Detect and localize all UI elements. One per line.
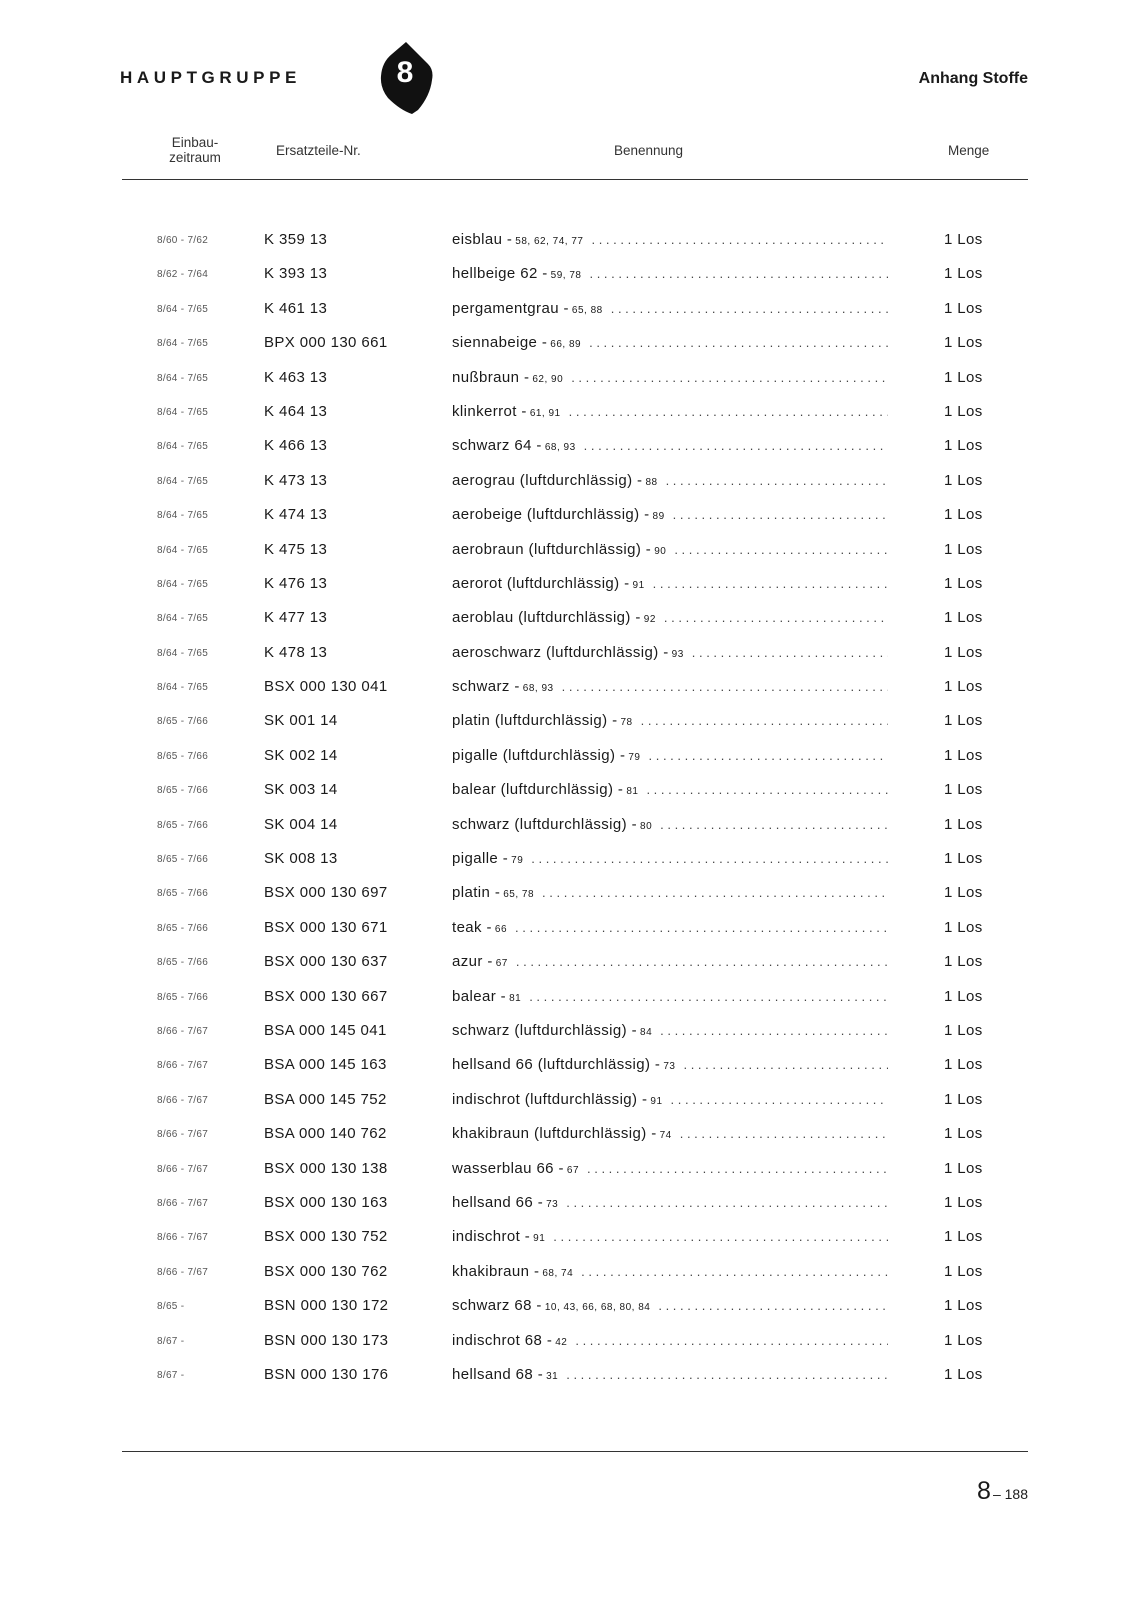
part-description bbox=[452, 369, 888, 386]
part-number: K 475 13 bbox=[264, 540, 328, 558]
quantity: 1 Los bbox=[944, 1090, 983, 1108]
part-number: SK 004 14 bbox=[264, 815, 338, 833]
leader-dots bbox=[515, 920, 888, 935]
installation-period: 8/66 - 7/67 bbox=[157, 1025, 209, 1037]
installation-period: 8/65 - 7/66 bbox=[157, 854, 209, 866]
quantity: 1 Los bbox=[944, 1125, 983, 1143]
table-row bbox=[0, 1191, 1136, 1225]
installation-period: 8/67 - bbox=[157, 1369, 185, 1381]
part-name: eisblau - bbox=[452, 231, 513, 248]
leader-dots bbox=[646, 782, 888, 797]
leader-dots bbox=[660, 817, 888, 832]
part-description bbox=[452, 919, 888, 936]
leader-dots bbox=[571, 370, 888, 385]
part-name: indischrot - bbox=[452, 1228, 531, 1246]
table-row bbox=[0, 1088, 1136, 1122]
table-row bbox=[0, 1157, 1136, 1191]
part-description bbox=[452, 472, 888, 489]
part-number: BSN 000 130 176 bbox=[264, 1365, 389, 1383]
quantity: 1 Los bbox=[944, 471, 983, 489]
part-number: K 478 13 bbox=[264, 643, 328, 661]
table-row bbox=[0, 538, 1136, 572]
part-description bbox=[452, 644, 888, 661]
part-description bbox=[452, 541, 888, 558]
part-number: SK 002 14 bbox=[264, 746, 338, 764]
leader-dots bbox=[587, 1161, 888, 1176]
table-row bbox=[0, 400, 1136, 434]
installation-period: 8/64 - 7/65 bbox=[157, 303, 209, 315]
quantity: 1 Los bbox=[944, 1297, 983, 1315]
table-row bbox=[0, 641, 1136, 675]
part-name: klinkerrot - bbox=[452, 402, 527, 420]
column-header-einbau-line2: zeitraum bbox=[169, 150, 221, 165]
model-references: 73 bbox=[663, 1061, 676, 1073]
part-name: schwarz (luftdurchlässig) - bbox=[452, 1021, 638, 1039]
quantity: 1 Los bbox=[944, 850, 983, 868]
model-references: 31 bbox=[546, 1370, 559, 1382]
model-references: 81 bbox=[509, 992, 522, 1004]
table-row bbox=[0, 1294, 1136, 1328]
part-name: pigalle (luftdurchlässig) - bbox=[452, 746, 626, 764]
model-references: 73 bbox=[546, 1198, 559, 1210]
model-references: 80 bbox=[640, 820, 653, 832]
leader-dots bbox=[542, 885, 888, 900]
leader-dots bbox=[566, 1367, 888, 1382]
part-number: BSN 000 130 173 bbox=[264, 1331, 389, 1349]
leader-dots bbox=[680, 1126, 888, 1141]
quantity: 1 Los bbox=[944, 1365, 983, 1383]
model-references: 59, 78 bbox=[550, 270, 582, 282]
quantity: 1 Los bbox=[944, 1262, 983, 1280]
part-description bbox=[452, 265, 888, 282]
part-number: BSA 000 145 041 bbox=[264, 1021, 387, 1039]
part-description bbox=[452, 781, 888, 798]
part-description bbox=[452, 678, 888, 695]
installation-period: 8/65 - 7/66 bbox=[157, 785, 209, 797]
part-description bbox=[452, 884, 888, 901]
leader-dots bbox=[516, 954, 888, 969]
header-divider bbox=[122, 179, 1028, 180]
leader-dots bbox=[591, 232, 888, 247]
part-description bbox=[452, 609, 888, 626]
table-row bbox=[0, 813, 1136, 847]
part-name: pigalle - bbox=[452, 850, 509, 868]
part-description bbox=[452, 437, 888, 454]
table-row bbox=[0, 1260, 1136, 1294]
installation-period: 8/66 - 7/67 bbox=[157, 1232, 209, 1244]
leader-dots bbox=[589, 266, 888, 281]
part-name: aerograu (luftdurchlässig) - bbox=[452, 471, 643, 489]
part-description bbox=[452, 300, 888, 317]
installation-period: 8/64 - 7/65 bbox=[157, 682, 209, 694]
part-name: schwarz - bbox=[452, 678, 520, 696]
leader-dots bbox=[531, 851, 888, 866]
part-description bbox=[452, 1125, 888, 1142]
leader-dots bbox=[658, 1298, 888, 1313]
table-row bbox=[0, 606, 1136, 640]
part-number: BSX 000 130 163 bbox=[264, 1193, 388, 1211]
part-name: schwarz 64 - bbox=[452, 437, 542, 455]
leader-dots bbox=[649, 748, 889, 763]
quantity: 1 Los bbox=[944, 781, 983, 799]
installation-period: 8/66 - 7/67 bbox=[157, 1163, 209, 1175]
model-references: 91 bbox=[632, 579, 645, 591]
part-description bbox=[452, 1194, 888, 1211]
part-number: K 473 13 bbox=[264, 471, 328, 489]
column-header-einbauzeitraum bbox=[150, 135, 240, 165]
model-references: 67 bbox=[566, 1164, 580, 1176]
part-description bbox=[452, 712, 888, 729]
leader-dots bbox=[581, 1264, 888, 1279]
installation-period: 8/64 - 7/65 bbox=[157, 544, 209, 556]
quantity: 1 Los bbox=[944, 1056, 983, 1074]
installation-period: 8/66 - 7/67 bbox=[157, 1266, 209, 1278]
leader-dots bbox=[562, 679, 888, 694]
installation-period: 8/60 - 7/62 bbox=[157, 235, 209, 246]
model-references: 68, 93 bbox=[522, 683, 554, 695]
model-references: 62, 90 bbox=[532, 373, 564, 385]
part-name: khakibraun (luftdurchlässig) - bbox=[452, 1125, 657, 1143]
part-description bbox=[452, 816, 888, 833]
part-description bbox=[452, 403, 888, 420]
table-row bbox=[0, 503, 1136, 537]
part-name: pergamentgrau - bbox=[452, 299, 569, 317]
table-row bbox=[0, 1225, 1136, 1259]
part-number: K 474 13 bbox=[264, 506, 328, 524]
leader-dots bbox=[666, 473, 888, 488]
leader-dots bbox=[653, 576, 888, 591]
leader-dots bbox=[692, 645, 888, 660]
quantity: 1 Los bbox=[944, 1193, 983, 1211]
model-references: 65, 88 bbox=[571, 304, 603, 316]
part-name: azur - bbox=[452, 953, 493, 971]
model-references: 67 bbox=[495, 958, 508, 970]
table-row bbox=[0, 366, 1136, 400]
part-number: K 461 13 bbox=[264, 299, 328, 317]
installation-period: 8/65 - 7/66 bbox=[157, 750, 209, 762]
part-name: platin (luftdurchlässig) - bbox=[452, 712, 618, 730]
quantity: 1 Los bbox=[944, 1331, 983, 1349]
model-references: 58, 62, 74, 77 bbox=[515, 236, 584, 247]
model-references: 68, 93 bbox=[544, 442, 576, 454]
column-header-einbau-line1: Einbau- bbox=[171, 135, 219, 150]
model-references: 93 bbox=[671, 648, 684, 660]
quantity: 1 Los bbox=[944, 609, 983, 627]
page-number bbox=[977, 1477, 1028, 1506]
column-header-ersatzteile-nr: Ersatzteile-Nr. bbox=[276, 143, 361, 158]
footer-divider bbox=[122, 1451, 1028, 1452]
installation-period: 8/64 - 7/65 bbox=[157, 510, 209, 522]
part-number: K 463 13 bbox=[264, 368, 328, 386]
part-description bbox=[452, 575, 888, 592]
part-number: BSX 000 130 752 bbox=[264, 1228, 388, 1246]
table-row bbox=[0, 228, 1136, 262]
part-name: schwarz 68 - bbox=[452, 1297, 542, 1315]
table-row bbox=[0, 1122, 1136, 1156]
installation-period: 8/65 - bbox=[157, 1301, 185, 1313]
column-header-menge: Menge bbox=[948, 143, 990, 158]
leader-dots bbox=[664, 610, 888, 625]
installation-period: 8/65 - 7/66 bbox=[157, 819, 209, 831]
quantity: 1 Los bbox=[944, 1159, 983, 1177]
part-description bbox=[452, 1056, 888, 1073]
part-description bbox=[452, 988, 888, 1005]
part-description bbox=[452, 334, 888, 351]
table-row bbox=[0, 331, 1136, 365]
table-row bbox=[0, 778, 1136, 812]
model-references: 10, 43, 66, 68, 80, 84 bbox=[544, 1302, 651, 1314]
model-references: 61, 91 bbox=[529, 407, 561, 419]
part-name: balear (luftdurchlässig) - bbox=[452, 781, 624, 799]
table-row bbox=[0, 297, 1136, 331]
installation-period: 8/67 - bbox=[157, 1335, 185, 1347]
part-number: K 359 13 bbox=[264, 231, 328, 248]
installation-period: 8/65 - 7/66 bbox=[157, 716, 209, 728]
table-row bbox=[0, 950, 1136, 984]
leader-dots bbox=[575, 1333, 888, 1348]
installation-period: 8/66 - 7/67 bbox=[157, 1094, 209, 1106]
model-references: 42 bbox=[555, 1336, 568, 1348]
part-name: wasserblau 66 - bbox=[452, 1159, 564, 1177]
quantity: 1 Los bbox=[944, 678, 983, 696]
model-references: 74 bbox=[659, 1130, 672, 1142]
leader-dots bbox=[611, 301, 888, 316]
leader-dots bbox=[553, 1229, 888, 1244]
installation-period: 8/64 - 7/65 bbox=[157, 578, 209, 590]
installation-period: 8/62 - 7/64 bbox=[157, 269, 209, 281]
part-description bbox=[452, 1022, 888, 1039]
table-row bbox=[0, 744, 1136, 778]
model-references: 66 bbox=[494, 923, 508, 935]
part-number: BSX 000 130 671 bbox=[264, 918, 388, 936]
part-description bbox=[452, 506, 888, 523]
leader-dots bbox=[683, 1057, 888, 1072]
table-row bbox=[0, 469, 1136, 503]
installation-period: 8/65 - 7/66 bbox=[157, 991, 209, 1003]
leader-dots bbox=[660, 1023, 888, 1038]
part-description bbox=[452, 953, 888, 970]
part-number: K 466 13 bbox=[264, 437, 328, 455]
group-number-badge bbox=[378, 40, 438, 116]
installation-period: 8/64 - 7/65 bbox=[157, 338, 209, 350]
quantity: 1 Los bbox=[944, 265, 983, 283]
parts-table bbox=[0, 228, 1136, 1397]
part-name: hellsand 68 - bbox=[452, 1365, 544, 1383]
installation-period: 8/64 - 7/65 bbox=[157, 613, 209, 625]
leader-dots bbox=[529, 989, 888, 1004]
table-row bbox=[0, 847, 1136, 881]
quantity: 1 Los bbox=[944, 953, 983, 971]
model-references: 92 bbox=[643, 614, 656, 626]
part-number: K 477 13 bbox=[264, 609, 328, 627]
quantity: 1 Los bbox=[944, 918, 983, 936]
part-name: aeroblau (luftdurchlässig) - bbox=[452, 609, 641, 627]
part-number: BSX 000 130 138 bbox=[264, 1159, 388, 1177]
part-number: BSA 000 145 163 bbox=[264, 1056, 387, 1074]
leader-dots bbox=[566, 1195, 888, 1210]
main-group-title: HAUPTGRUPPE bbox=[120, 68, 301, 87]
part-number: BSA 000 145 752 bbox=[264, 1090, 387, 1108]
part-number: BSA 000 140 762 bbox=[264, 1125, 387, 1143]
model-references: 89 bbox=[652, 511, 665, 523]
table-row bbox=[0, 1053, 1136, 1087]
part-name: hellbeige 62 - bbox=[452, 265, 548, 283]
quantity: 1 Los bbox=[944, 299, 983, 317]
installation-period: 8/64 - 7/65 bbox=[157, 406, 209, 418]
part-name: aerobeige (luftdurchlässig) - bbox=[452, 506, 650, 524]
quantity: 1 Los bbox=[944, 540, 983, 558]
leader-dots bbox=[671, 1092, 888, 1107]
quantity: 1 Los bbox=[944, 574, 983, 592]
group-number: 8 bbox=[396, 56, 414, 89]
part-number: BSN 000 130 172 bbox=[264, 1297, 389, 1315]
quantity: 1 Los bbox=[944, 987, 983, 1005]
table-row bbox=[0, 262, 1136, 296]
part-number: BSX 000 130 667 bbox=[264, 987, 388, 1005]
model-references: 91 bbox=[533, 1233, 546, 1245]
installation-period: 8/65 - 7/66 bbox=[157, 922, 209, 934]
table-row bbox=[0, 434, 1136, 468]
part-number: SK 008 13 bbox=[264, 850, 338, 868]
installation-period: 8/64 - 7/65 bbox=[157, 441, 209, 453]
model-references: 65, 78 bbox=[503, 889, 535, 901]
part-number: K 476 13 bbox=[264, 574, 328, 592]
quantity: 1 Los bbox=[944, 643, 983, 661]
model-references: 66, 89 bbox=[550, 339, 582, 351]
quantity: 1 Los bbox=[944, 402, 983, 420]
quantity: 1 Los bbox=[944, 1021, 983, 1039]
part-number: BPX 000 130 661 bbox=[264, 334, 388, 352]
table-row bbox=[0, 675, 1136, 709]
page-number-main: 8 bbox=[977, 1477, 991, 1505]
part-name: schwarz (luftdurchlässig) - bbox=[452, 815, 638, 833]
part-name: nußbraun - bbox=[452, 368, 530, 386]
part-number: SK 003 14 bbox=[264, 781, 338, 799]
quantity: 1 Los bbox=[944, 712, 983, 730]
part-number: SK 001 14 bbox=[264, 712, 338, 730]
part-name: aerorot (luftdurchlässig) - bbox=[452, 574, 630, 592]
part-description bbox=[452, 1228, 888, 1245]
part-name: khakibraun - bbox=[452, 1262, 540, 1280]
table-row bbox=[0, 881, 1136, 915]
table-row bbox=[0, 1363, 1136, 1397]
model-references: 78 bbox=[620, 717, 633, 729]
part-name: balear - bbox=[452, 987, 507, 1005]
quantity: 1 Los bbox=[944, 437, 983, 455]
part-name: indischrot (luftdurchlässig) - bbox=[452, 1090, 648, 1108]
model-references: 90 bbox=[654, 545, 667, 557]
part-description bbox=[452, 850, 888, 867]
model-references: 84 bbox=[640, 1026, 653, 1038]
installation-period: 8/65 - 7/66 bbox=[157, 957, 209, 969]
part-number: BSX 000 130 697 bbox=[264, 884, 388, 902]
part-name: indischrot 68 - bbox=[452, 1331, 553, 1349]
part-name: aeroschwarz (luftdurchlässig) - bbox=[452, 643, 669, 661]
installation-period: 8/66 - 7/67 bbox=[157, 1197, 209, 1209]
table-row bbox=[0, 572, 1136, 606]
table-row bbox=[0, 709, 1136, 743]
installation-period: 8/64 - 7/65 bbox=[157, 372, 209, 384]
part-description bbox=[452, 1297, 888, 1314]
leader-dots bbox=[569, 404, 888, 419]
quantity: 1 Los bbox=[944, 1228, 983, 1246]
installation-period: 8/66 - 7/67 bbox=[157, 1060, 209, 1072]
column-header-benennung: Benennung bbox=[614, 143, 684, 158]
part-number: K 464 13 bbox=[264, 402, 328, 420]
leader-dots bbox=[641, 713, 888, 728]
model-references: 79 bbox=[628, 751, 641, 763]
part-name: hellsand 66 (luftdurchlässig) - bbox=[452, 1056, 661, 1074]
quantity: 1 Los bbox=[944, 231, 983, 248]
table-row bbox=[0, 916, 1136, 950]
table-row bbox=[0, 1019, 1136, 1053]
leader-dots bbox=[584, 438, 888, 453]
part-number: K 393 13 bbox=[264, 265, 328, 283]
quantity: 1 Los bbox=[944, 334, 983, 352]
part-description bbox=[452, 231, 888, 248]
part-description bbox=[452, 747, 888, 764]
model-references: 68, 74 bbox=[542, 1267, 574, 1279]
model-references: 81 bbox=[626, 786, 639, 798]
quantity: 1 Los bbox=[944, 746, 983, 764]
part-name: siennabeige - bbox=[452, 334, 548, 352]
part-number: BSX 000 130 762 bbox=[264, 1262, 388, 1280]
part-description bbox=[452, 1263, 888, 1280]
part-description bbox=[452, 1332, 888, 1349]
leader-dots bbox=[589, 335, 888, 350]
part-number: BSX 000 130 041 bbox=[264, 678, 388, 696]
table-row bbox=[0, 1329, 1136, 1363]
model-references: 79 bbox=[511, 855, 524, 867]
model-references: 91 bbox=[650, 1095, 663, 1107]
installation-period: 8/64 - 7/65 bbox=[157, 647, 209, 659]
section-title: Anhang Stoffe bbox=[918, 70, 1028, 87]
leader-dots bbox=[673, 507, 888, 522]
part-name: teak - bbox=[452, 918, 492, 936]
part-description bbox=[452, 1160, 888, 1177]
quantity: 1 Los bbox=[944, 368, 983, 386]
part-name: platin - bbox=[452, 884, 501, 902]
installation-period: 8/65 - 7/66 bbox=[157, 888, 209, 900]
part-description bbox=[452, 1366, 888, 1383]
quantity: 1 Los bbox=[944, 506, 983, 524]
part-number: BSX 000 130 637 bbox=[264, 953, 388, 971]
quantity: 1 Los bbox=[944, 815, 983, 833]
page-number-sub: – 188 bbox=[992, 1486, 1028, 1502]
table-row bbox=[0, 985, 1136, 1019]
part-description bbox=[452, 1091, 888, 1108]
model-references: 88 bbox=[645, 476, 658, 488]
installation-period: 8/64 - 7/65 bbox=[157, 475, 209, 487]
part-name: hellsand 66 - bbox=[452, 1193, 544, 1211]
installation-period: 8/66 - 7/67 bbox=[157, 1129, 209, 1141]
part-name: aerobraun (luftdurchlässig) - bbox=[452, 540, 652, 558]
leader-dots bbox=[674, 542, 888, 557]
quantity: 1 Los bbox=[944, 884, 983, 902]
